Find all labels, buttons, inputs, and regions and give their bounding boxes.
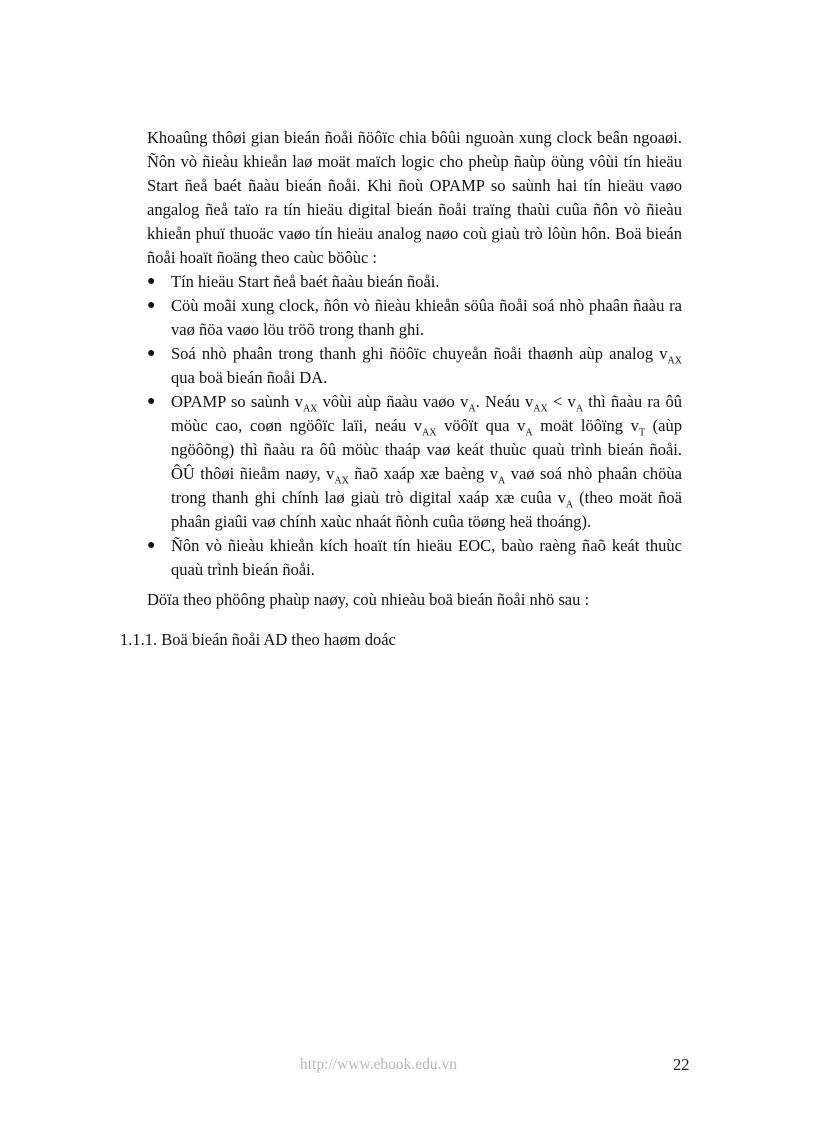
bullet-icon: ● [147,298,156,313]
list-item-text: Tín hieäu Start ñeå baét ñaàu bieán ñoåi. [171,272,440,291]
list-item-text: (theo moät ñoä phaân giaûi vaø chính xaùc nhaát ñònh cuûa töøng heä thoáng). [171,488,683,531]
subscript: AX [533,403,548,415]
list-item-text: (aùp ngöôõng) thì ñaàu ra ôû möùc thaáp vaø keát thuùc quaù trình bieán ñoåi. ÔÛ thôøi ñieåm naøy, v [171,416,682,483]
list-item-text: vöôït qua v [436,416,526,435]
list-item-text: vaø soá nhò phaân chöùa trong thanh ghi chính laø giaù trò digital xaáp xæ cuûa v [171,464,682,507]
subscript: A [575,403,584,415]
subscript: AX [422,427,437,439]
list-item-text: < v [547,392,576,411]
subscript: T [638,427,646,439]
method-text: Döïa theo phöông phaùp naøy, coù nhieàu boä bieán ñoåi nhö sau : [147,590,590,609]
list-item-text: Cöù moãi xung clock, ñôn vò ñieàu khieån söûa ñoåi soá nhò phaân ñaàu ra vaø ñöa vaøo löu tröõ trong thanh ghi. [171,296,682,339]
list-item [147,390,682,534]
list-item-text: qua boä bieán ñoåi DA. [171,368,328,387]
subscript: AX [334,475,349,487]
bullet-list [147,270,682,582]
subscript: AX [302,403,318,415]
bullet-icon: ● [147,394,156,409]
list-item-text: vôùi aùp ñaàu vaøo v [317,392,469,411]
body-text [147,126,682,612]
bullet-icon: ● [147,346,156,361]
list-item [147,534,682,582]
subscript: A [525,427,533,439]
list-item [147,342,682,390]
bullet-icon: ● [147,274,156,289]
page-number: 22 [673,1055,690,1074]
intro-text: Khoaûng thôøi gian bieán ñoåi ñöôïc chia bôûi nguoàn xung clock beân ngoaøi. Ñôn vò ñieàu khieån laø moät maïch logic cho pheùp ñaùp öùng vôùi tín hieäu Start ñeå baét ñaàu bieán ñoåi. Khi ñoù OPAMP so saùnh hai tín hieäu vaøo angalog ñeå taïo ra tín hieäu digital bieán ñoåi traïng thaùi cuûa ñôn vò ñieàu khieån phuï thuoäc vaøo tín hieäu analog naøo coù giaù trò lôùn hôn. Boä bieán ñoåi hoaït ñoäng theo caùc böôùc : [147,128,682,267]
list-item [147,270,682,294]
list-item-text: Ñôn vò ñieàu khieån kích hoaït tín hieäu EOC, baùo raèng ñaõ keát thuùc quaù trình bieán ñoåi. [171,536,682,579]
bullet-icon: ● [147,538,156,553]
subscript: A [565,499,574,511]
list-item-text: OPAMP so saùnh v [171,392,303,411]
subscript: A [468,403,476,415]
list-item-text: Soá nhò phaân trong thanh ghi ñöôïc chuyeån ñoåi thaønh aùp analog v [171,344,668,363]
section-heading: 1.1.1. Boä bieán ñoåi AD theo haøm doác [120,630,396,649]
footer-url-link[interactable]: http://www.ebook.edu.vn [300,1056,457,1073]
list-item-text: ñaõ xaáp xæ baèng v [348,464,499,483]
list-item [147,294,682,342]
list-item-text: thì ñaàu ra ôû möùc cao, coøn ngöôïc laïi, neáu v [171,392,682,435]
list-item-text: moät löôïng v [532,416,639,435]
list-item-text: . Neáu v [475,392,534,411]
intro-paragraph [147,126,682,270]
subscript: AX [667,355,682,367]
method-paragraph [147,588,682,612]
subscript: A [498,475,506,487]
